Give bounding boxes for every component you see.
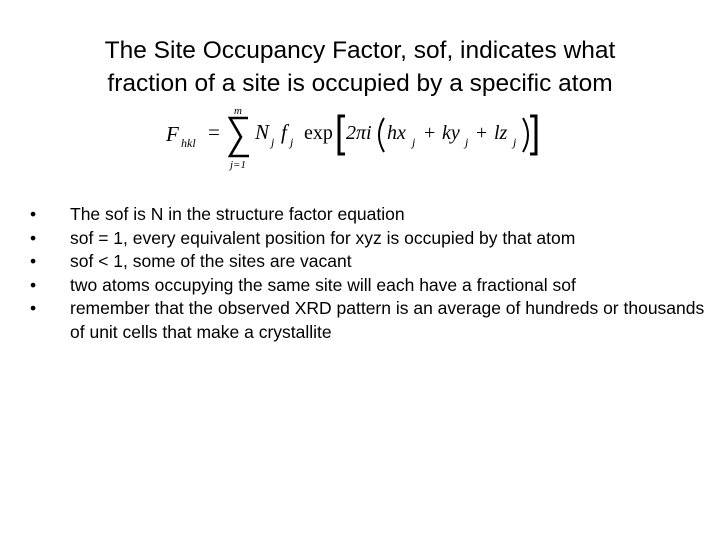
- left-bracket-icon: [339, 116, 345, 154]
- bullet-text: sof = 1, every equivalent position for xyz is occupied by that atom: [70, 227, 576, 248]
- eq-sum-lower: j=1: [230, 159, 246, 171]
- structure-factor-equation: [160, 106, 560, 172]
- eq-plus-2: +: [476, 122, 488, 144]
- title-line-2: fraction of a site is occupied by a specific atom: [107, 70, 613, 97]
- eq-sub-j-5: j: [513, 135, 517, 149]
- eq-lhs-sub: hkl: [181, 136, 196, 150]
- eq-sum-upper: m: [234, 106, 242, 117]
- bullet-item: [30, 274, 710, 298]
- eq-h: hx: [387, 122, 406, 144]
- eq-equals: =: [208, 120, 220, 144]
- bullet-text: remember that the observed XRD pattern is an average of hundreds or thousands of unit cells that make a crystallite: [70, 298, 705, 342]
- eq-term-f: f: [281, 120, 287, 144]
- eq-sub-j-3: j: [412, 135, 416, 149]
- eq-sub-j-2: j: [290, 135, 294, 149]
- eq-sub-j-1: j: [271, 135, 275, 149]
- bullet-text: sof < 1, some of the sites are vacant: [70, 251, 352, 271]
- right-bracket-icon: [530, 116, 536, 154]
- bullet-dot: •: [30, 204, 37, 224]
- left-paren-icon: [379, 118, 384, 152]
- bullet-dot: •: [30, 251, 37, 271]
- bullet-item: [30, 250, 710, 274]
- right-paren-icon: [523, 118, 528, 152]
- slide-title: [0, 34, 720, 100]
- eq-exp: exp: [304, 122, 333, 144]
- bullet-text: two atoms occupying the same site will each have a fractional sof: [70, 274, 576, 295]
- eq-term-N: N: [255, 120, 270, 144]
- bullet-dot: •: [30, 298, 37, 318]
- bullet-item: [30, 227, 710, 251]
- eq-l: lz: [494, 122, 508, 144]
- eq-sub-j-4: j: [465, 135, 469, 149]
- bullet-dot: •: [30, 274, 37, 295]
- bullet-item: [30, 203, 710, 227]
- bullet-item: [30, 297, 710, 344]
- eq-k: ky: [442, 122, 460, 144]
- bullet-text: The sof is N in the structure factor equation: [70, 204, 405, 224]
- eq-two-pi-i: 2πi: [346, 122, 372, 144]
- equation-graphic: [160, 106, 560, 172]
- title-line-1: The Site Occupancy Factor, sof, indicates what: [104, 37, 616, 64]
- eq-lhs-F: F: [166, 122, 179, 146]
- summation-icon: [230, 118, 249, 156]
- eq-plus-1: +: [424, 122, 436, 144]
- bullet-list: [30, 203, 710, 344]
- bullet-dot: •: [30, 227, 37, 248]
